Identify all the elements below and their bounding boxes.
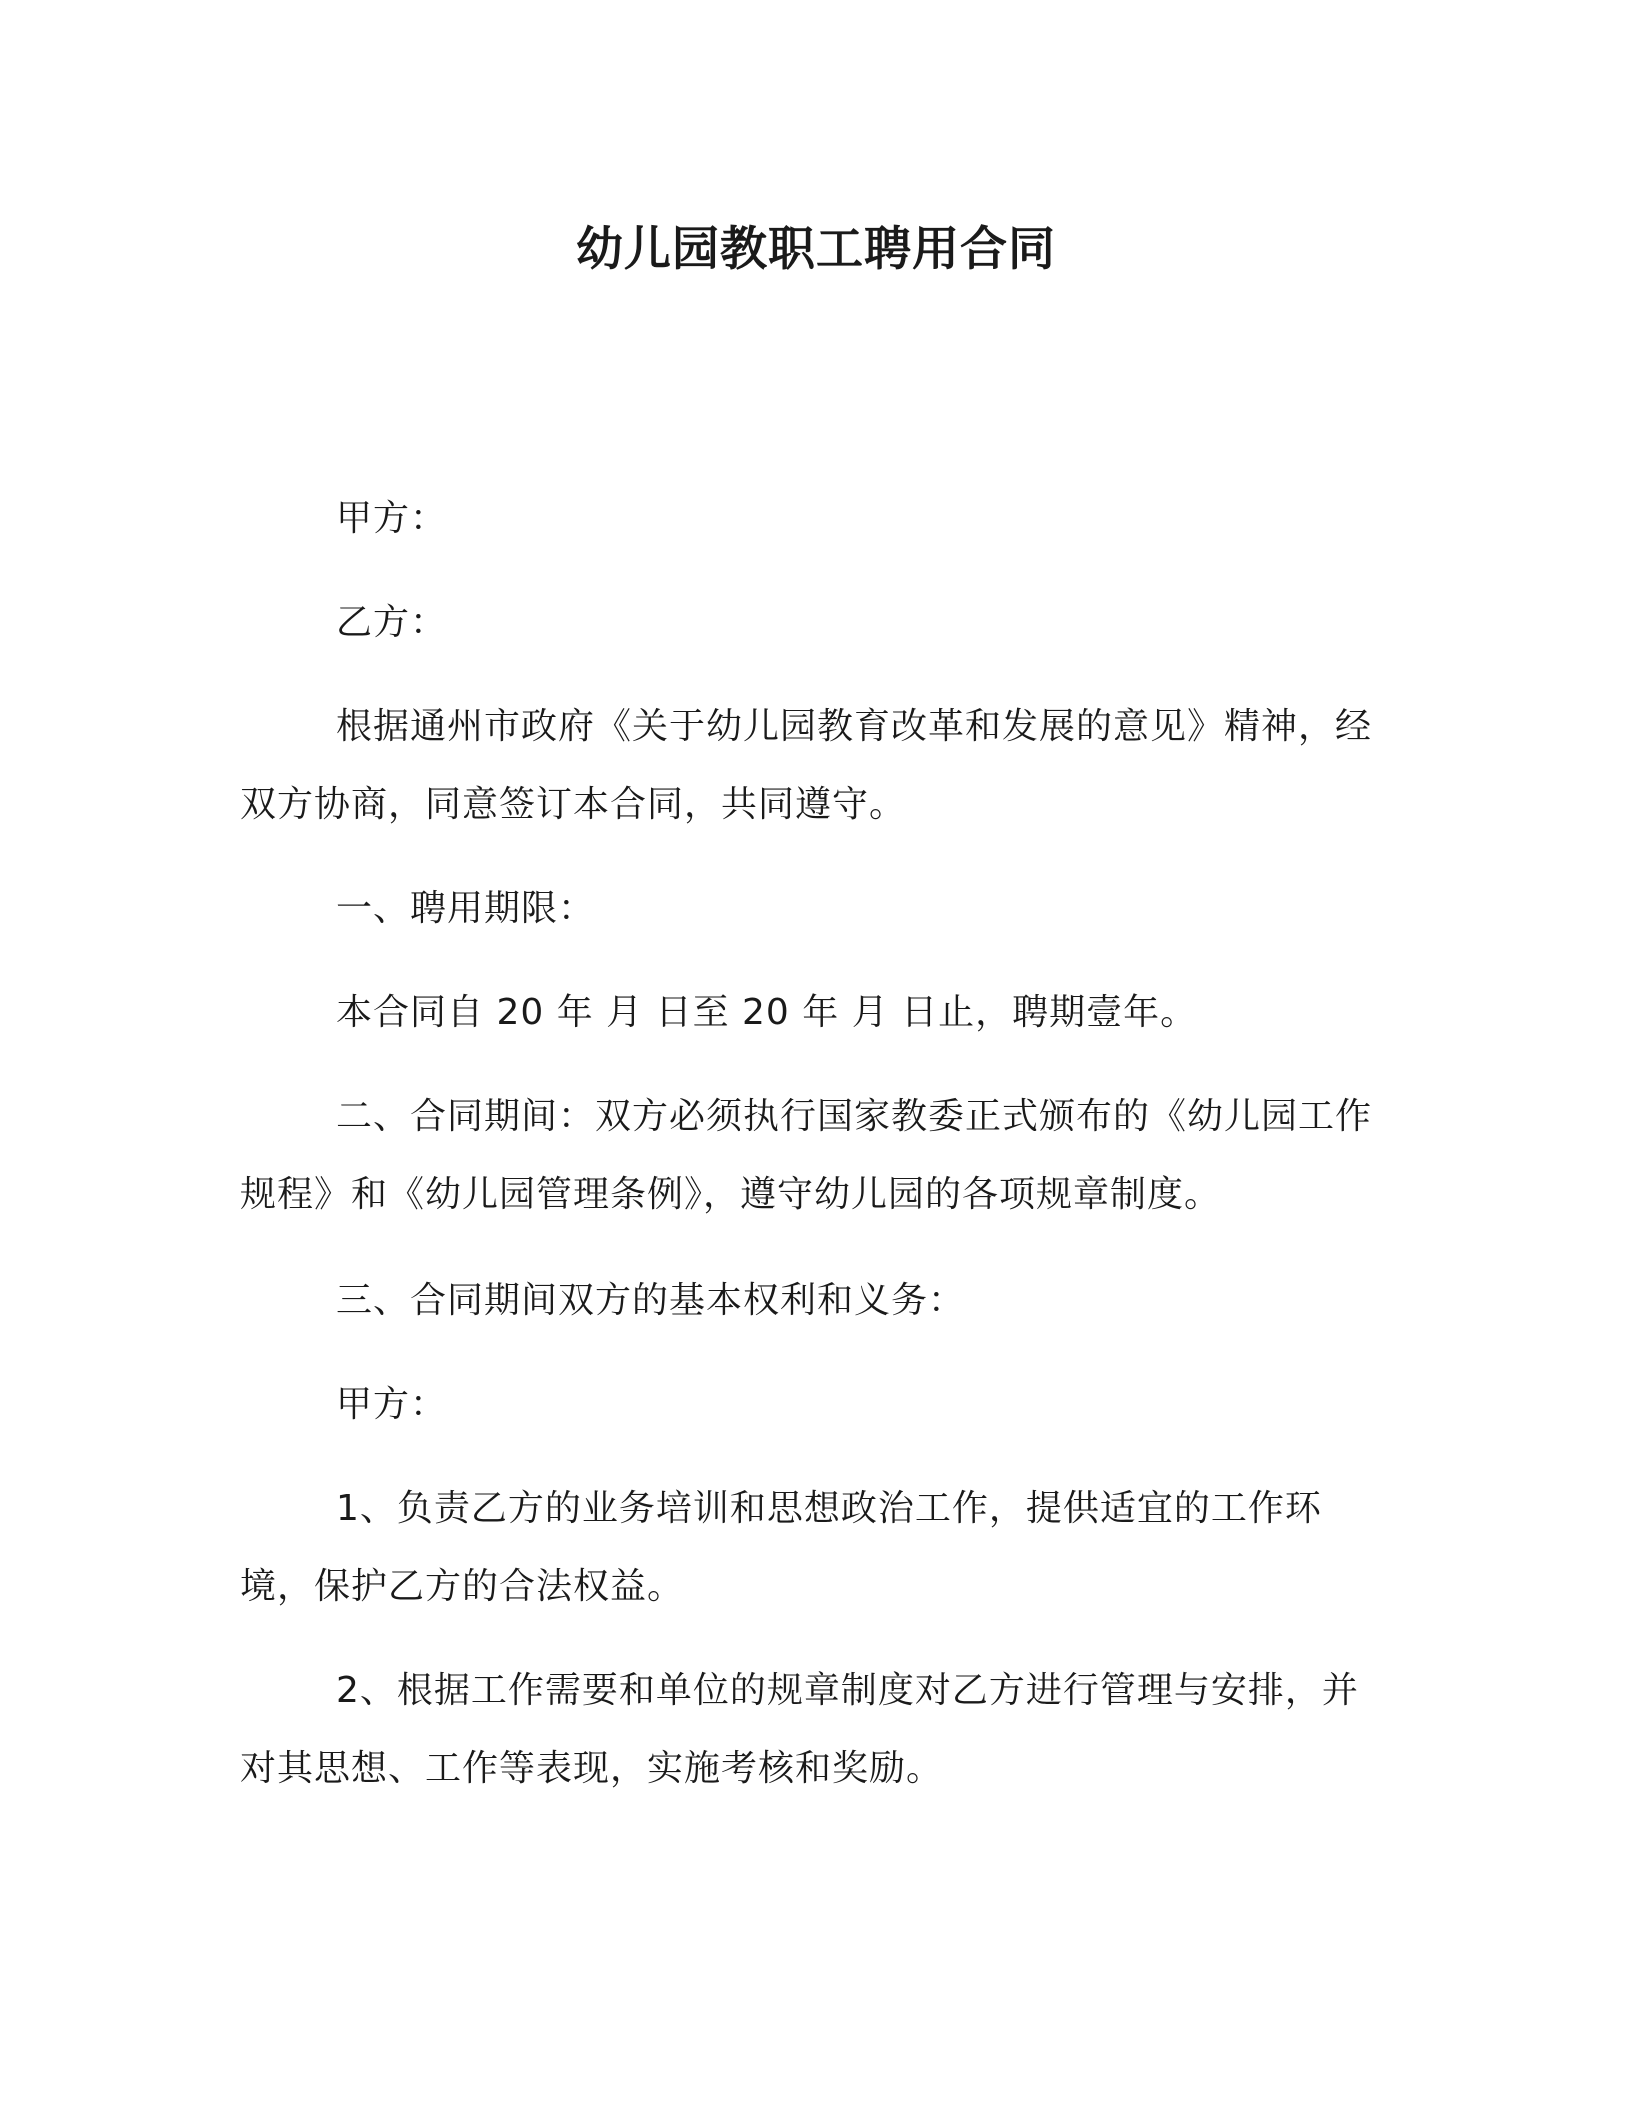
duty-item-2: 2、根据工作需要和单位的规章制度对乙方进行管理与安排，并对其思想、工作等表现，实施考核和奖励。 [240, 1670, 1359, 1789]
party-b-label: 乙方： [336, 602, 448, 643]
duty-item-1: 1、负责乙方的业务培训和思想政治工作，提供适宜的工作环境，保护乙方的合法权益。 [240, 1488, 1322, 1607]
party-a-label: 甲方： [336, 498, 448, 539]
contract-term-paragraph: 本合同自 20 年 月 日至 20 年 月 日止，聘期壹年。 [336, 992, 1198, 1033]
document-title: 幼儿园教职工聘用合同 [576, 222, 1056, 277]
section-2-paragraph: 二、合同期间：双方必须执行国家教委正式颁布的《幼儿园工作规程》和《幼儿园管理条例》，遵守幼儿园的各项规章制度。 [240, 1096, 1373, 1215]
preamble-paragraph: 根据通州市政府《关于幼儿园教育改革和发展的意见》精神，经双方协商，同意签订本合同，共同遵守。 [240, 706, 1373, 825]
party-a-duties-label: 甲方： [336, 1384, 448, 1425]
section-3-heading: 三、合同期间双方的基本权利和义务： [336, 1280, 966, 1321]
section-1-heading: 一、聘用期限： [336, 888, 596, 929]
